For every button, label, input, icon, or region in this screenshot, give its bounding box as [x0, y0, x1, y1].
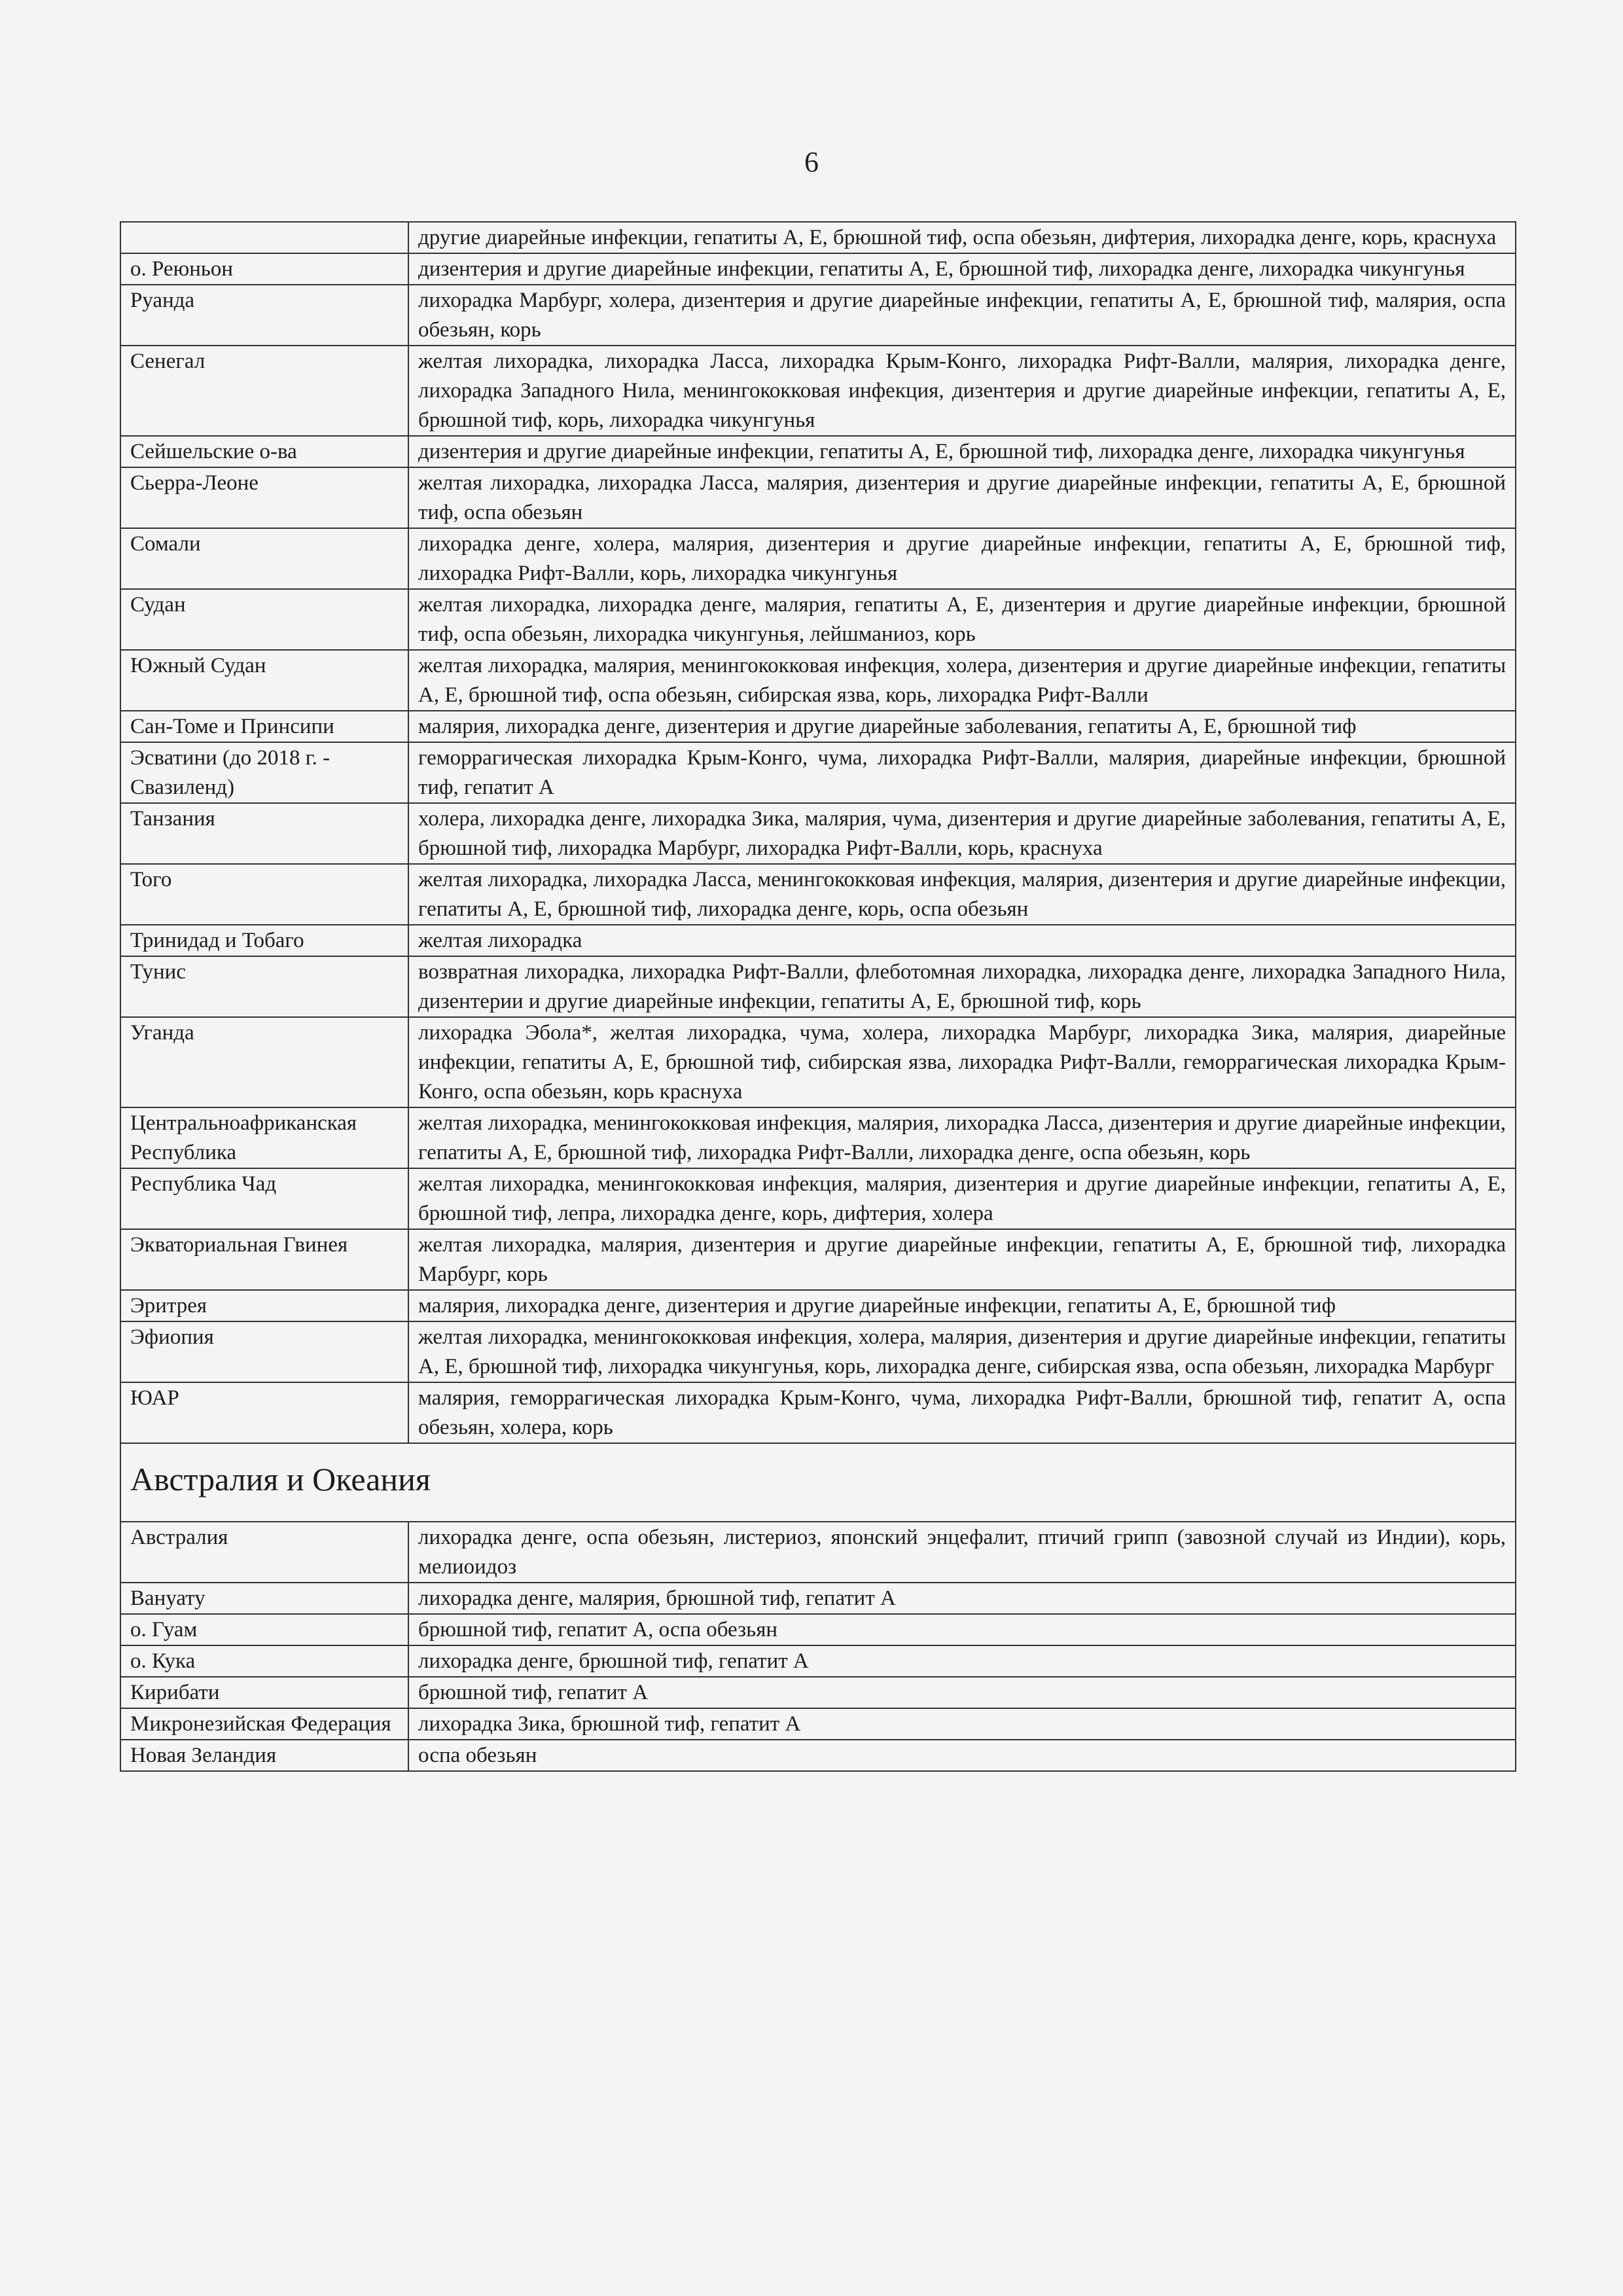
country-cell: Австралия — [120, 1522, 408, 1583]
table-row — [120, 1645, 1516, 1677]
country-cell: Тринидад и Тобаго — [120, 925, 408, 956]
country-cell: Руанда — [120, 285, 408, 346]
table-row — [120, 1677, 1516, 1708]
diseases-cell: лихорадка Марбург, холера, дизентерия и другие диарейные инфекции, гепатиты А, Е, брюшной тиф, малярия, оспа обезьян, корь — [408, 285, 1516, 346]
table-row — [120, 1522, 1516, 1583]
table-row — [120, 528, 1516, 589]
diseases-cell: малярия, лихорадка денге, дизентерия и другие диарейные инфекции, гепатиты А, Е, брюшной тиф — [408, 1290, 1516, 1321]
table-row — [120, 650, 1516, 711]
country-cell: Сейшельские о-ва — [120, 436, 408, 467]
country-cell: Вануату — [120, 1583, 408, 1614]
page-number: 6 — [804, 146, 819, 178]
section-title: Австралия и Океания — [120, 1443, 1516, 1522]
diseases-cell: холера, лихорадка денге, лихорадка Зика, малярия, чума, дизентерия и другие диарейные заболевания, гепатиты А, Е, брюшной тиф, лихорадка Марбург, лихорадка Рифт-Валли, корь, краснуха — [408, 803, 1516, 864]
table-row — [120, 1708, 1516, 1740]
diseases-cell: лихорадка Эбола*, желтая лихорадка, чума, холера, лихорадка Марбург, лихорадка Зика, малярия, диарейные инфекции, гепатиты А, Е, брюшной тиф, сибирская язва, лихорадка Рифт-Валли, геморрагическая лихорадка Крым-Конго, оспа обезьян, корь краснуха — [408, 1017, 1516, 1107]
disease-table-container — [120, 221, 1515, 1772]
country-cell: о. Гуам — [120, 1614, 408, 1645]
diseases-cell: желтая лихорадка, лихорадка Ласса, менингококковая инфекция, малярия, дизентерия и другие диарейные инфекции, гепатиты А, Е, брюшной тиф, лихорадка денге, корь, оспа обезьян — [408, 864, 1516, 925]
country-cell: Сан-Томе и Принсипи — [120, 711, 408, 742]
table-row — [120, 253, 1516, 285]
diseases-cell: желтая лихорадка, менингококковая инфекция, малярия, дизентерия и другие диарейные инфекции, гепатиты А, Е, брюшной тиф, лепра, лихорадка денге, корь, дифтерия, холера — [408, 1168, 1516, 1229]
table-body-africa — [120, 222, 1516, 1443]
table-row — [120, 1168, 1516, 1229]
country-cell: Центральноафриканская Республика — [120, 1107, 408, 1168]
country-cell: Танзания — [120, 803, 408, 864]
country-cell: Эфиопия — [120, 1321, 408, 1382]
diseases-cell: брюшной тиф, гепатит А, оспа обезьян — [408, 1614, 1516, 1645]
diseases-cell: желтая лихорадка, лихорадка денге, малярия, гепатиты А, Е, дизентерия и другие диарейные инфекции, брюшной тиф, оспа обезьян, лихорадка чикунгунья, лейшманиоз, корь — [408, 589, 1516, 650]
table-row — [120, 1382, 1516, 1443]
diseases-cell: желтая лихорадка, менингококковая инфекция, малярия, лихорадка Ласса, дизентерия и другие диарейные инфекции, гепатиты А, Е, брюшной тиф, лихорадка Рифт-Валли, лихорадка денге, оспа обезьян, корь — [408, 1107, 1516, 1168]
country-cell: Судан — [120, 589, 408, 650]
country-cell: о. Кука — [120, 1645, 408, 1677]
table-row — [120, 1583, 1516, 1614]
diseases-cell: желтая лихорадка, лихорадка Ласса, лихорадка Крым-Конго, лихорадка Рифт-Валли, малярия, лихорадка денге, лихорадка Западного Нила, менингококковая инфекция, дизентерия и другие диарейные инфекции, гепатиты А, Е, брюшной тиф, корь, лихорадка чикунгунья — [408, 346, 1516, 436]
country-cell: Южный Судан — [120, 650, 408, 711]
table-row — [120, 346, 1516, 436]
diseases-cell: лихорадка денге, малярия, брюшной тиф, гепатит А — [408, 1583, 1516, 1614]
diseases-cell: желтая лихорадка, лихорадка Ласса, малярия, дизентерия и другие диарейные инфекции, гепатиты А, Е, брюшной тиф, оспа обезьян — [408, 467, 1516, 528]
country-cell: Тунис — [120, 956, 408, 1017]
country-cell: Сьерра-Леоне — [120, 467, 408, 528]
diseases-cell: желтая лихорадка — [408, 925, 1516, 956]
country-cell: Республика Чад — [120, 1168, 408, 1229]
country-cell: Эритрея — [120, 1290, 408, 1321]
table-row — [120, 711, 1516, 742]
table-row — [120, 436, 1516, 467]
diseases-cell: оспа обезьян — [408, 1740, 1516, 1771]
table-row — [120, 742, 1516, 803]
disease-table — [120, 221, 1516, 1772]
table-row — [120, 285, 1516, 346]
table-row — [120, 467, 1516, 528]
diseases-cell: дизентерия и другие диарейные инфекции, гепатиты А, Е, брюшной тиф, лихорадка денге, лихорадка чикунгунья — [408, 253, 1516, 285]
diseases-cell: желтая лихорадка, менингококковая инфекция, холера, малярия, дизентерия и другие диарейные инфекции, гепатиты А, Е, брюшной тиф, лихорадка чикунгунья, корь, лихорадка денге, сибирская язва, оспа обезьян, лихорадка Марбург — [408, 1321, 1516, 1382]
table-row — [120, 222, 1516, 253]
diseases-cell: лихорадка Зика, брюшной тиф, гепатит А — [408, 1708, 1516, 1740]
country-cell — [120, 222, 408, 253]
table-body-section — [120, 1443, 1516, 1522]
diseases-cell: лихорадка денге, брюшной тиф, гепатит А — [408, 1645, 1516, 1677]
table-row — [120, 956, 1516, 1017]
diseases-cell: желтая лихорадка, малярия, дизентерия и другие диарейные инфекции, гепатиты А, Е, брюшной тиф, лихорадка Марбург, корь — [408, 1229, 1516, 1290]
table-row — [120, 1740, 1516, 1771]
table-row — [120, 925, 1516, 956]
country-cell: Кирибати — [120, 1677, 408, 1708]
country-cell: Того — [120, 864, 408, 925]
country-cell: Эсватини (до 2018 г. - Свазиленд) — [120, 742, 408, 803]
country-cell: о. Реюньон — [120, 253, 408, 285]
country-cell: Сомали — [120, 528, 408, 589]
diseases-cell: желтая лихорадка, малярия, менингококковая инфекция, холера, дизентерия и другие диарейные инфекции, гепатиты А, Е, брюшной тиф, оспа обезьян, сибирская язва, корь, лихорадка Рифт-Валли — [408, 650, 1516, 711]
diseases-cell: малярия, геморрагическая лихорадка Крым-Конго, чума, лихорадка Рифт-Валли, брюшной тиф, гепатит А, оспа обезьян, холера, корь — [408, 1382, 1516, 1443]
table-row — [120, 1614, 1516, 1645]
country-cell: ЮАР — [120, 1382, 408, 1443]
table-row — [120, 1321, 1516, 1382]
diseases-cell: дизентерия и другие диарейные инфекции, гепатиты А, Е, брюшной тиф, лихорадка денге, лихорадка чикунгунья — [408, 436, 1516, 467]
table-row — [120, 1229, 1516, 1290]
table-row — [120, 803, 1516, 864]
diseases-cell: геморрагическая лихорадка Крым-Конго, чума, лихорадка Рифт-Валли, малярия, диарейные инфекции, брюшной тиф, гепатит А — [408, 742, 1516, 803]
table-body-oceania — [120, 1522, 1516, 1771]
table-row — [120, 589, 1516, 650]
table-row — [120, 864, 1516, 925]
country-cell: Уганда — [120, 1017, 408, 1107]
diseases-cell: лихорадка денге, холера, малярия, дизентерия и другие диарейные инфекции, гепатиты А, Е, брюшной тиф, лихорадка Рифт-Валли, корь, лихорадка чикунгунья — [408, 528, 1516, 589]
country-cell: Микронезийская Федерация — [120, 1708, 408, 1740]
country-cell: Сенегал — [120, 346, 408, 436]
country-cell: Новая Зеландия — [120, 1740, 408, 1771]
table-row — [120, 1017, 1516, 1107]
table-row — [120, 1107, 1516, 1168]
country-cell: Экваториальная Гвинея — [120, 1229, 408, 1290]
diseases-cell: лихорадка денге, оспа обезьян, листериоз, японский энцефалит, птичий грипп (завозной случай из Индии), корь, мелиоидоз — [408, 1522, 1516, 1583]
diseases-cell: возвратная лихорадка, лихорадка Рифт-Валли, флеботомная лихорадка, лихорадка денге, лихорадка Западного Нила, дизентерии и другие диарейные инфекции, гепатиты А, Е, брюшной тиф, корь — [408, 956, 1516, 1017]
diseases-cell: другие диарейные инфекции, гепатиты А, Е, брюшной тиф, оспа обезьян, дифтерия, лихорадка денге, корь, краснуха — [408, 222, 1516, 253]
diseases-cell: брюшной тиф, гепатит А — [408, 1677, 1516, 1708]
table-row — [120, 1290, 1516, 1321]
section-row — [120, 1443, 1516, 1522]
diseases-cell: малярия, лихорадка денге, дизентерия и другие диарейные заболевания, гепатиты А, Е, брюшной тиф — [408, 711, 1516, 742]
